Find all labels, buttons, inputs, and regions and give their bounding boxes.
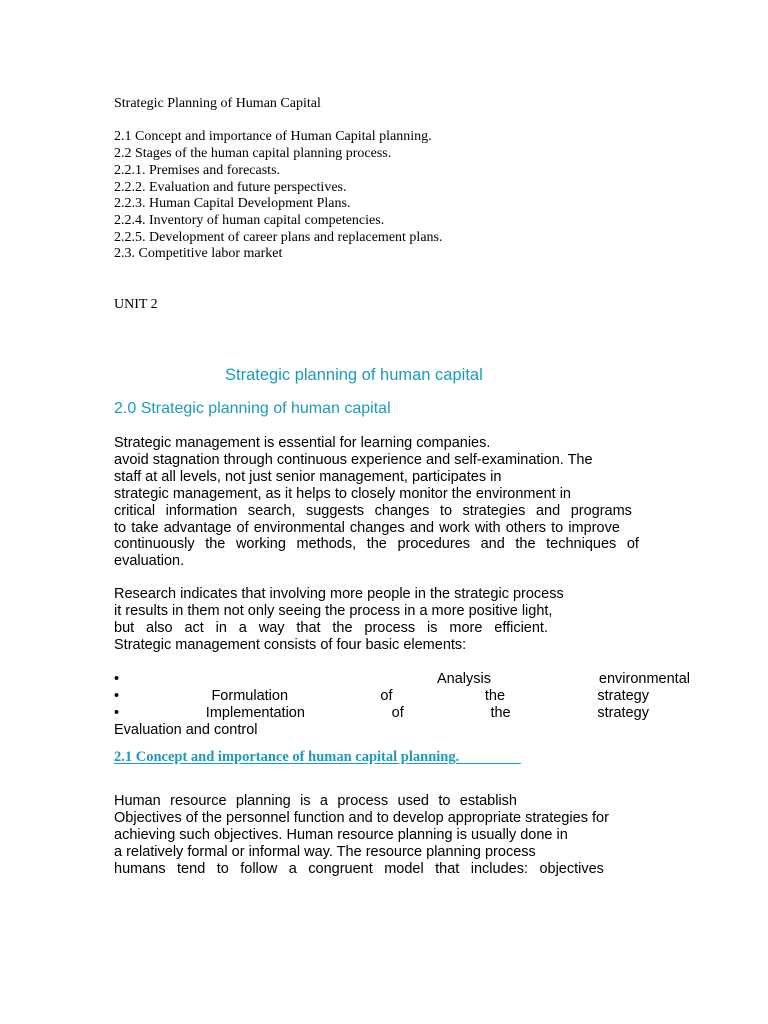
word: Analysis bbox=[437, 671, 491, 687]
toc-item: 2.2.3. Human Capital Development Plans. bbox=[114, 196, 351, 212]
word: critical bbox=[114, 502, 156, 519]
word: establish bbox=[459, 793, 517, 809]
word: with bbox=[474, 519, 501, 536]
para-line: evaluation. bbox=[114, 553, 185, 570]
word: to bbox=[551, 519, 564, 536]
word: procedures bbox=[397, 536, 471, 553]
list-item bbox=[114, 671, 690, 688]
word: the bbox=[490, 704, 511, 721]
word: humans bbox=[114, 860, 166, 877]
section-heading: 2.0 Strategic planning of human capital bbox=[114, 400, 391, 417]
word: the bbox=[484, 687, 506, 704]
word: of bbox=[391, 704, 404, 721]
para-line: Strategic management consists of four basic elements: bbox=[114, 636, 467, 653]
para-line: staff at all levels, not just senior management, participates in bbox=[114, 468, 502, 485]
toc-item: 2.2.2. Evaluation and future perspectives. bbox=[114, 179, 347, 195]
word: a bbox=[319, 793, 328, 809]
word: to bbox=[438, 793, 451, 809]
word: strategy bbox=[597, 704, 649, 721]
word: is bbox=[300, 793, 311, 809]
word: changes bbox=[374, 502, 430, 519]
para-justified-line bbox=[114, 520, 620, 537]
word: used bbox=[397, 793, 429, 809]
section-2-1-heading bbox=[114, 748, 521, 766]
word: suggests bbox=[305, 502, 365, 519]
para-line: Research indicates that involving more people in the strategic process bbox=[114, 586, 564, 602]
word: and bbox=[480, 536, 505, 553]
word: a bbox=[238, 619, 247, 636]
list-item bbox=[114, 688, 649, 705]
bullet-mark: • bbox=[114, 687, 120, 704]
word: in bbox=[215, 619, 227, 636]
word: work bbox=[439, 519, 470, 536]
toc-title: Strategic Planning of Human Capital bbox=[114, 96, 321, 111]
list-item bbox=[114, 705, 649, 722]
word: environmental bbox=[253, 519, 345, 536]
word: environmental bbox=[598, 671, 690, 687]
bullet-mark: • bbox=[114, 671, 120, 687]
para-justified-line bbox=[114, 503, 632, 520]
word: continuously bbox=[114, 536, 195, 553]
word: Implementation bbox=[205, 704, 305, 721]
word: changes bbox=[349, 519, 405, 536]
main-heading: Strategic planning of human capital bbox=[225, 366, 483, 384]
bullet-list bbox=[114, 671, 690, 739]
word: planning bbox=[235, 793, 291, 809]
para-line: Objectives of the personnel function and to develop appropriate strategies for bbox=[114, 809, 609, 826]
word: includes: bbox=[470, 860, 528, 877]
word: is bbox=[427, 619, 438, 636]
word: tend bbox=[177, 860, 206, 877]
para-line: it results in them not only seeing the process in a more positive light, bbox=[114, 602, 553, 619]
word: Formulation bbox=[211, 687, 289, 704]
para-line: avoid stagnation through continuous experience and self-examination. The bbox=[114, 451, 593, 468]
unit-label: UNIT 2 bbox=[114, 297, 158, 312]
word: follow bbox=[240, 860, 278, 877]
word: efficient. bbox=[494, 619, 548, 636]
word: the bbox=[205, 536, 226, 553]
word: Human bbox=[114, 793, 161, 809]
word: that bbox=[435, 860, 460, 877]
word: more bbox=[449, 619, 483, 636]
para-line: achieving such objectives. Human resource planning is usually done in bbox=[114, 826, 568, 843]
para-justified-line bbox=[114, 536, 639, 553]
word: take bbox=[131, 519, 159, 536]
bullets-tail: Evaluation and control bbox=[114, 721, 258, 738]
toc-item: 2.3. Competitive labor market bbox=[114, 246, 283, 262]
para-line: Strategic management is essential for learning companies. bbox=[114, 435, 491, 451]
word: resource bbox=[170, 793, 227, 809]
word: and bbox=[409, 519, 435, 536]
word: techniques bbox=[546, 536, 617, 553]
word: improve bbox=[568, 519, 620, 536]
word: that bbox=[296, 619, 321, 636]
word: to bbox=[216, 860, 229, 877]
word: of bbox=[236, 519, 249, 536]
toc-block bbox=[114, 96, 442, 263]
word: the bbox=[366, 536, 387, 553]
toc-item: 2.2.1. Premises and forecasts. bbox=[114, 162, 281, 178]
word: a bbox=[288, 860, 297, 877]
toc-item: 2.2 Stages of the human capital planning process. bbox=[114, 146, 392, 162]
word: advantage bbox=[163, 519, 232, 536]
word: working bbox=[235, 536, 286, 553]
toc-item: 2.2.4. Inventory of human capital competencies. bbox=[114, 212, 385, 228]
para-justified-line bbox=[114, 793, 517, 810]
word: of bbox=[626, 536, 639, 553]
word: programs bbox=[570, 502, 632, 519]
word: also bbox=[146, 619, 173, 636]
paragraph-2 bbox=[114, 586, 564, 654]
word: strategy bbox=[597, 687, 649, 704]
word: congruent bbox=[308, 860, 373, 877]
word: methods, bbox=[296, 536, 357, 553]
word: objectives bbox=[539, 860, 604, 877]
word: strategies bbox=[462, 502, 526, 519]
word: information bbox=[165, 502, 238, 519]
word: but bbox=[114, 619, 135, 636]
word: and bbox=[535, 502, 561, 519]
toc-item: 2.1 Concept and importance of Human Capital planning. bbox=[114, 129, 432, 145]
section-2-1-link[interactable]: 2.1 Concept and importance of human capital planning. bbox=[114, 749, 521, 765]
word: the bbox=[332, 619, 353, 636]
para-justified-line bbox=[114, 861, 604, 878]
word: of bbox=[380, 687, 393, 704]
word: to bbox=[114, 519, 127, 536]
paragraph-3 bbox=[114, 793, 609, 878]
toc-item: 2.2.5. Development of career plans and replacement plans. bbox=[114, 229, 443, 245]
word: act bbox=[184, 619, 204, 636]
word: to bbox=[439, 502, 453, 519]
para-justified-line bbox=[114, 620, 548, 637]
para-line: a relatively formal or informal way. The resource planning process bbox=[114, 843, 536, 860]
word: way bbox=[258, 619, 285, 636]
word: search, bbox=[247, 502, 296, 519]
word: process bbox=[364, 619, 416, 636]
bullet-mark: • bbox=[114, 704, 120, 721]
word: others bbox=[505, 519, 547, 536]
word: model bbox=[384, 860, 424, 877]
word: the bbox=[515, 536, 536, 553]
word: process bbox=[337, 793, 389, 809]
paragraph-1 bbox=[114, 435, 639, 570]
para-line: strategic management, as it helps to closely monitor the environment in bbox=[114, 485, 571, 502]
